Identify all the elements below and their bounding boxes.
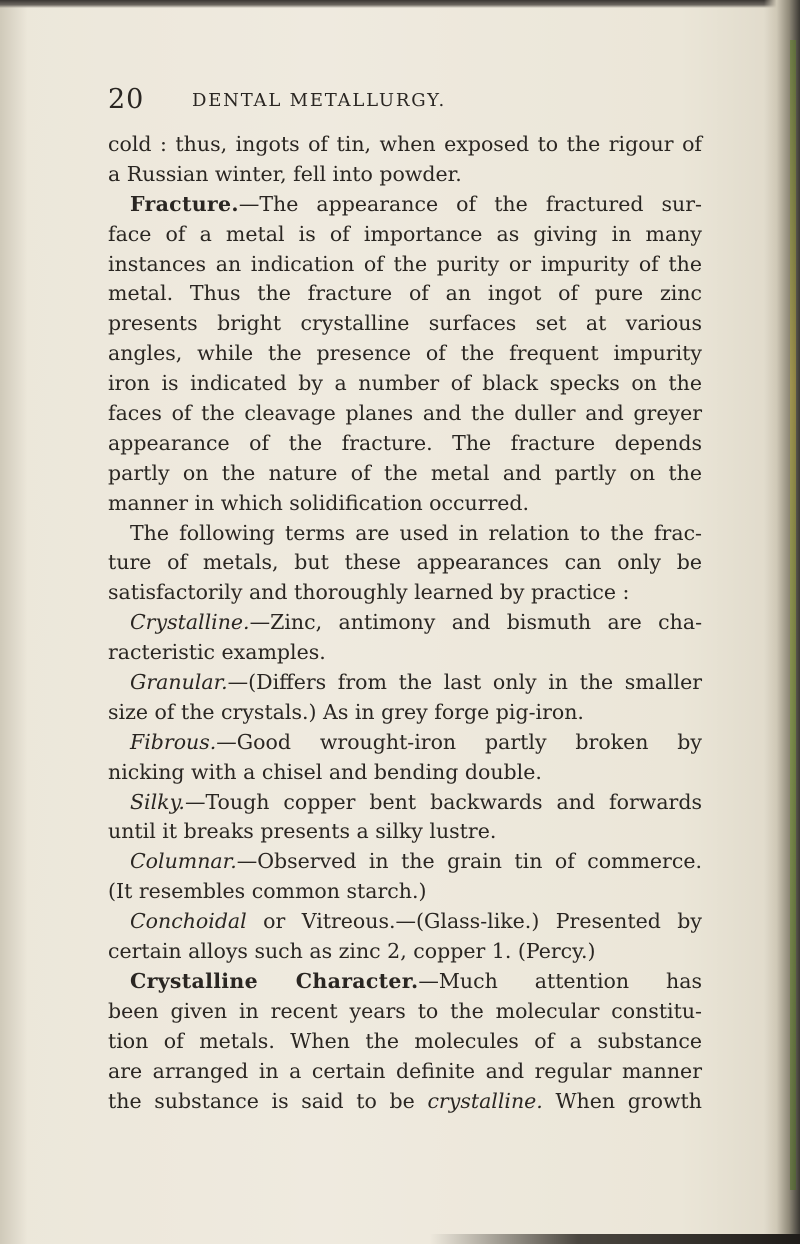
section-heading-crystalline-character: Crystalline Character. [130, 968, 419, 993]
text-line: the substance is said to be crystalline. When growth [108, 1088, 702, 1113]
text-line: Silky.—Tough copper bent backwards and forwards [130, 789, 702, 814]
text-line: Crystalline Character.—Much attention has [130, 968, 702, 993]
text-line: Columnar.—Observed in the grain tin of commerce. [130, 849, 702, 874]
text-line: a Russian winter, fell into powder. [108, 161, 462, 186]
text-line: Granular.—(Differs from the last only in the smaller [130, 670, 702, 695]
page-bottom-edge [430, 1234, 800, 1244]
text-line: Fracture.—The appearance of the fractured sur- [130, 191, 702, 216]
term-conchoidal: Conchoidal [130, 909, 247, 934]
text-line: Conchoidal or Vitreous.—(Glass-like.) Presented by [130, 909, 702, 934]
text-line: instances an indication of the purity or impurity of the [108, 251, 702, 276]
text-line: (It resembles common starch.) [108, 879, 427, 904]
top-edge-shadow [0, 0, 800, 8]
text-line: until it breaks presents a silky lustre. [108, 819, 497, 844]
term-silky: Silky. [130, 789, 185, 814]
text-line: certain alloys such as zinc 2, copper 1. (Percy.) [108, 939, 596, 964]
term-fibrous: Fibrous. [130, 729, 217, 754]
text-line: presents bright crystalline surfaces set at various [108, 311, 702, 336]
text-line: are arranged in a certain definite and regular manner [108, 1058, 702, 1083]
text-line: appearance of the fracture. The fracture depends [108, 430, 702, 455]
running-head: DENTAL METALLURGY. [192, 90, 446, 111]
text-line: The following terms are used in relation to the frac- [130, 520, 702, 545]
page-number: 20 [108, 84, 145, 115]
text-line: nicking with a chisel and bending double. [108, 759, 542, 784]
text-line: ture of metals, but these appearances can only be [108, 550, 702, 575]
text-line: angles, while the presence of the frequent impurity [108, 341, 702, 366]
page-header [108, 84, 728, 118]
text-line: satisfactorily and thoroughly learned by practice : [108, 580, 630, 605]
term-crystalline: Crystalline. [130, 610, 250, 635]
text-line: partly on the nature of the metal and partly on the [108, 460, 702, 485]
section-heading-fracture: Fracture. [130, 191, 239, 216]
text-line: manner in which solidification occurred. [108, 490, 530, 515]
text-line: face of a metal is of importance as giving in many [108, 221, 702, 246]
text-line: tion of metals. When the molecules of a substance [108, 1028, 702, 1053]
text-line: iron is indicated by a number of black specks on the [108, 371, 702, 396]
term-crystalline-inline: crystalline. [427, 1088, 543, 1113]
text-line: Crystalline.—Zinc, antimony and bismuth are cha- [130, 610, 702, 635]
text-line: racteristic examples. [108, 640, 326, 665]
term-columnar: Columnar. [130, 849, 237, 874]
text-line: size of the crystals.) As in grey forge pig-iron. [108, 699, 584, 724]
text-line: Fibrous.—Good wrought-iron partly broken by [130, 729, 702, 754]
book-cover-edge [790, 40, 796, 1190]
text-line: faces of the cleavage planes and the duller and greyer [108, 401, 702, 426]
gutter-shadow [0, 0, 28, 1244]
text-line: cold : thus, ingots of tin, when exposed to the rigour of [108, 132, 702, 156]
body-text [108, 130, 702, 1116]
text-line: been given in recent years to the molecular constitu- [108, 998, 702, 1023]
text-line: metal. Thus the fracture of an ingot of pure zinc [108, 281, 702, 306]
term-granular: Granular. [130, 670, 228, 695]
